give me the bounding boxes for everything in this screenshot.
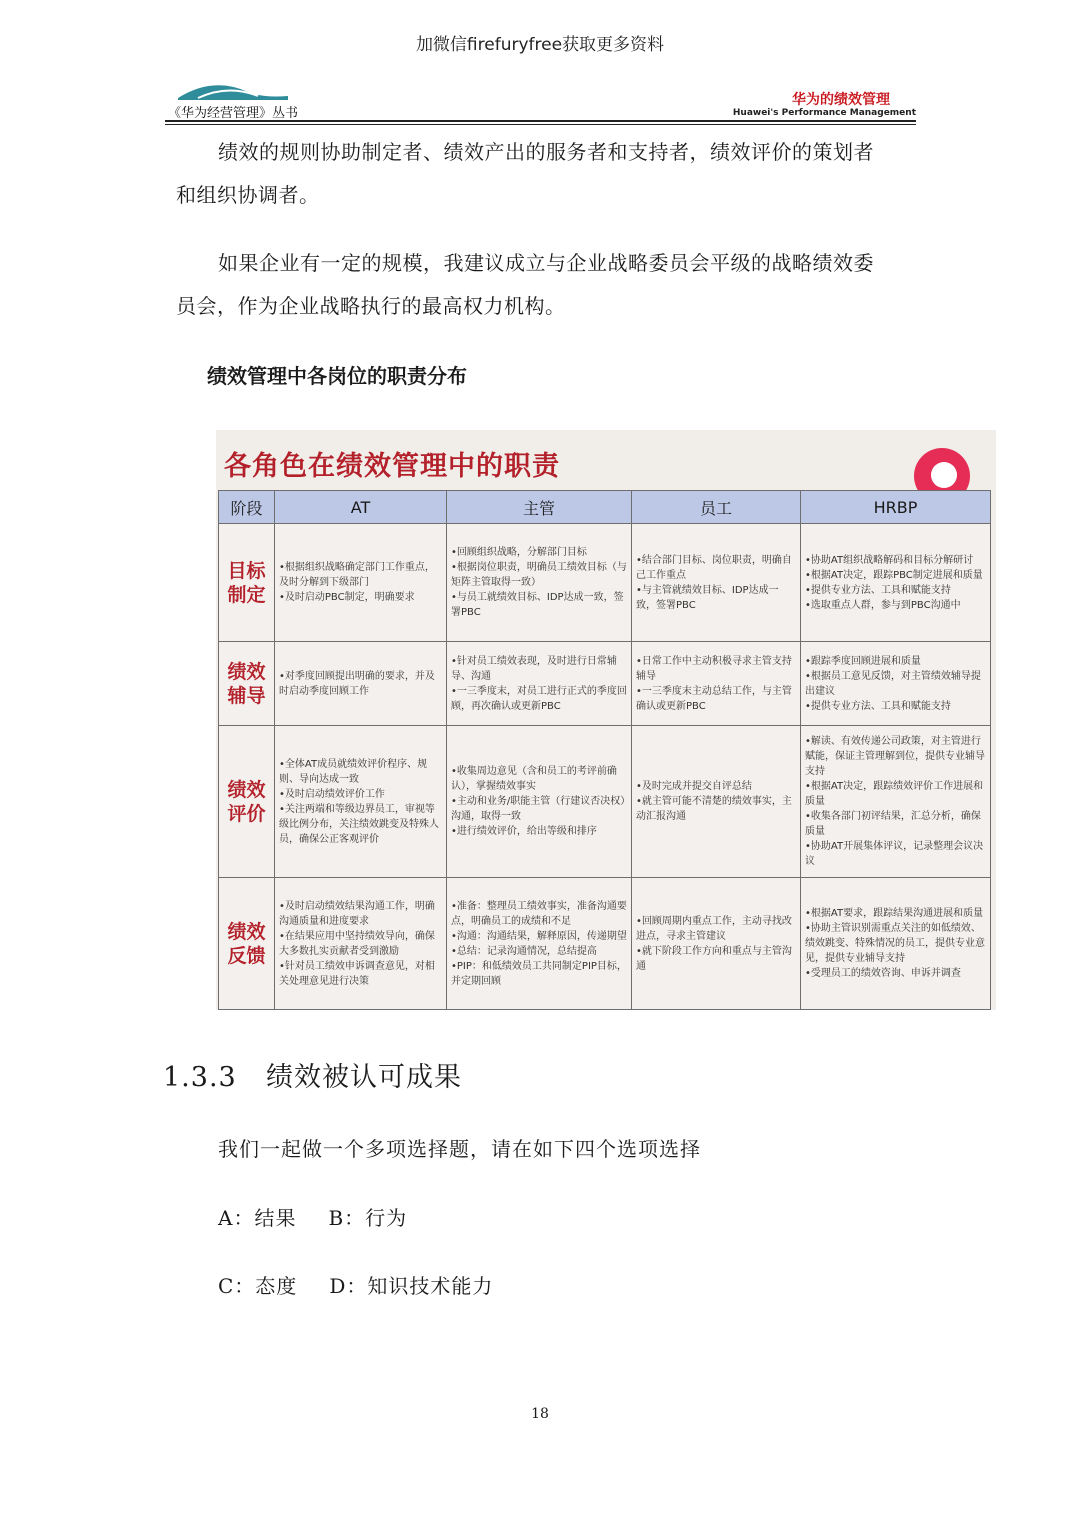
paragraph-line: 绩效的规则协助制定者、绩效产出的服务者和支持者，绩效评价的策划者: [218, 140, 874, 164]
book-title-cn: 华为的绩效管理: [792, 92, 890, 108]
stage-cell: 目标 制定: [219, 524, 275, 642]
figure-caption: 绩效管理中各岗位的职责分布: [207, 364, 467, 388]
series-name: 《华为经营管理》丛书: [168, 106, 299, 121]
column-header: HRBP: [801, 491, 991, 524]
responsibility-cell-employee: •及时完成并提交自评总结 •就主管可能不清楚的绩效事实，主动汇报沟通: [632, 726, 801, 878]
column-header: 主管: [447, 491, 632, 524]
responsibility-figure: [216, 430, 996, 1010]
responsibility-cell-employee: •结合部门目标、岗位职责，明确自己工作重点 •与主管就绩效目标、IDP达成一致，签署PBC: [632, 524, 801, 642]
column-header: 员工: [632, 491, 801, 524]
stage-cell: 绩效 反馈: [219, 878, 275, 1010]
column-header: AT: [275, 491, 447, 524]
table-row: [219, 878, 991, 1010]
responsibility-cell-manager: •收集周边意见（含和员工的考评前确认），掌握绩效事实 •主动和业务/职能主管（行建议否决权）沟通，取得一致 •进行绩效评价，给出等级和排序: [447, 726, 632, 878]
responsibility-cell-at: •全体AT成员就绩效评价程序、规则、导向达成一致 •及时启动绩效评价工作 •关注两端和等级边界员工，审视等级比例分布，关注绩效跳变及特殊人员，确保公正客观评价: [275, 726, 447, 878]
paragraph-1: [176, 131, 916, 217]
section-title: 绩效被认可成果: [266, 1062, 462, 1093]
paragraph-2: [176, 242, 916, 328]
page-number: 18: [531, 1406, 549, 1422]
responsibility-cell-at: •根据组织战略确定部门工作重点，及时分解到下级部门 •及时启动PBC制定，明确要求: [275, 524, 447, 642]
responsibility-cell-employee: •日常工作中主动积极寻求主管支持辅导 •一三季度末主动总结工作，与主管确认或更新PBC: [632, 642, 801, 726]
responsibility-cell-manager: •针对员工绩效表现，及时进行日常辅导、沟通 •一三季度末，对员工进行正式的季度回顾，再次确认或更新PBC: [447, 642, 632, 726]
table-row: [219, 524, 991, 642]
responsibility-cell-hrbp: •根据AT要求，跟踪结果沟通进展和质量 •协助主管识别需重点关注的如低绩效、绩效跳变、特殊情况的员工，提供专业意见，提供专业辅导支持 •受理员工的绩效咨询、申诉并调查: [801, 878, 991, 1010]
figure-title: 各角色在绩效管理中的职责: [224, 451, 560, 482]
responsibility-cell-manager: •准备：整理员工绩效事实，准备沟通要点，明确员工的成绩和不足 •沟通：沟通结果，解释原因，传递期望 •总结：记录沟通情况，总结提高 •PIP：和低绩效员工共同制定PIP目标，并定期回顾: [447, 878, 632, 1010]
paragraph-line: 和组织协调者。: [176, 183, 320, 207]
section-heading: [163, 1055, 462, 1094]
option-row: [218, 1270, 493, 1299]
section-number: 1.3.3: [163, 1062, 237, 1093]
responsibility-table: [218, 490, 991, 1010]
header-rule-thin: [165, 124, 916, 125]
responsibility-cell-hrbp: •跟踪季度回顾进展和质量 •根据员工意见反馈，对主管绩效辅导提出建议 •提供专业方法、工具和赋能支持: [801, 642, 991, 726]
column-header: 阶段: [219, 491, 275, 524]
table-row: [219, 726, 991, 878]
option-c: C：态度: [218, 1274, 298, 1298]
book-title-en: Huawei's Performance Management: [732, 108, 916, 118]
paragraph-line: 如果企业有一定的规模，我建议成立与企业战略委员会平级的战略绩效委: [218, 251, 874, 275]
responsibility-cell-hrbp: •解读、有效传递公司政策，对主管进行赋能，保证主管理解到位，提供专业辅导支持 •根据AT决定，跟踪绩效评价工作进展和质量 •收集各部门初评结果，汇总分析，确保质量 •协助AT开展集体评议，记录整理会议决议: [801, 726, 991, 878]
stage-cell: 绩效 辅导: [219, 642, 275, 726]
responsibility-cell-hrbp: •协助AT组织战略解码和目标分解研讨 •根据AT决定，跟踪PBC制定进展和质量 •提供专业方法、工具和赋能支持 •选取重点人群，参与到PBC沟通中: [801, 524, 991, 642]
option-row: [218, 1202, 407, 1231]
question-text: 我们一起做一个多项选择题，请在如下四个选项选择: [218, 1137, 701, 1161]
responsibility-cell-at: •及时启动绩效结果沟通工作，明确沟通质量和进度要求 •在结果应用中坚持绩效导向，确保大多数扎实贡献者受到激励 •针对员工绩效申诉调查意见，对相关处理意见进行决策: [275, 878, 447, 1010]
table-header-row: [219, 491, 991, 524]
responsibility-cell-employee: •回顾周期内重点工作，主动寻找改进点，寻求主管建议 •就下阶段工作方向和重点与主管沟通: [632, 878, 801, 1010]
option-b: B：行为: [328, 1206, 408, 1230]
watermark-text: 加微信firefuryfree获取更多资料: [415, 35, 665, 55]
header-rule: [165, 120, 916, 122]
series-logo-icon: [168, 78, 298, 104]
responsibility-cell-at: •对季度回顾提出明确的要求，并及时启动季度回顾工作: [275, 642, 447, 726]
table-row: [219, 642, 991, 726]
option-a: A：结果: [218, 1206, 297, 1230]
stage-cell: 绩效 评价: [219, 726, 275, 878]
option-d: D：知识技术能力: [329, 1274, 494, 1298]
responsibility-cell-manager: •回顾组织战略，分解部门目标 •根据岗位职责，明确员工绩效目标（与矩阵主管取得一致） •与员工就绩效目标、IDP达成一致，签署PBC: [447, 524, 632, 642]
paragraph-line: 员会，作为企业战略执行的最高权力机构。: [176, 294, 566, 318]
